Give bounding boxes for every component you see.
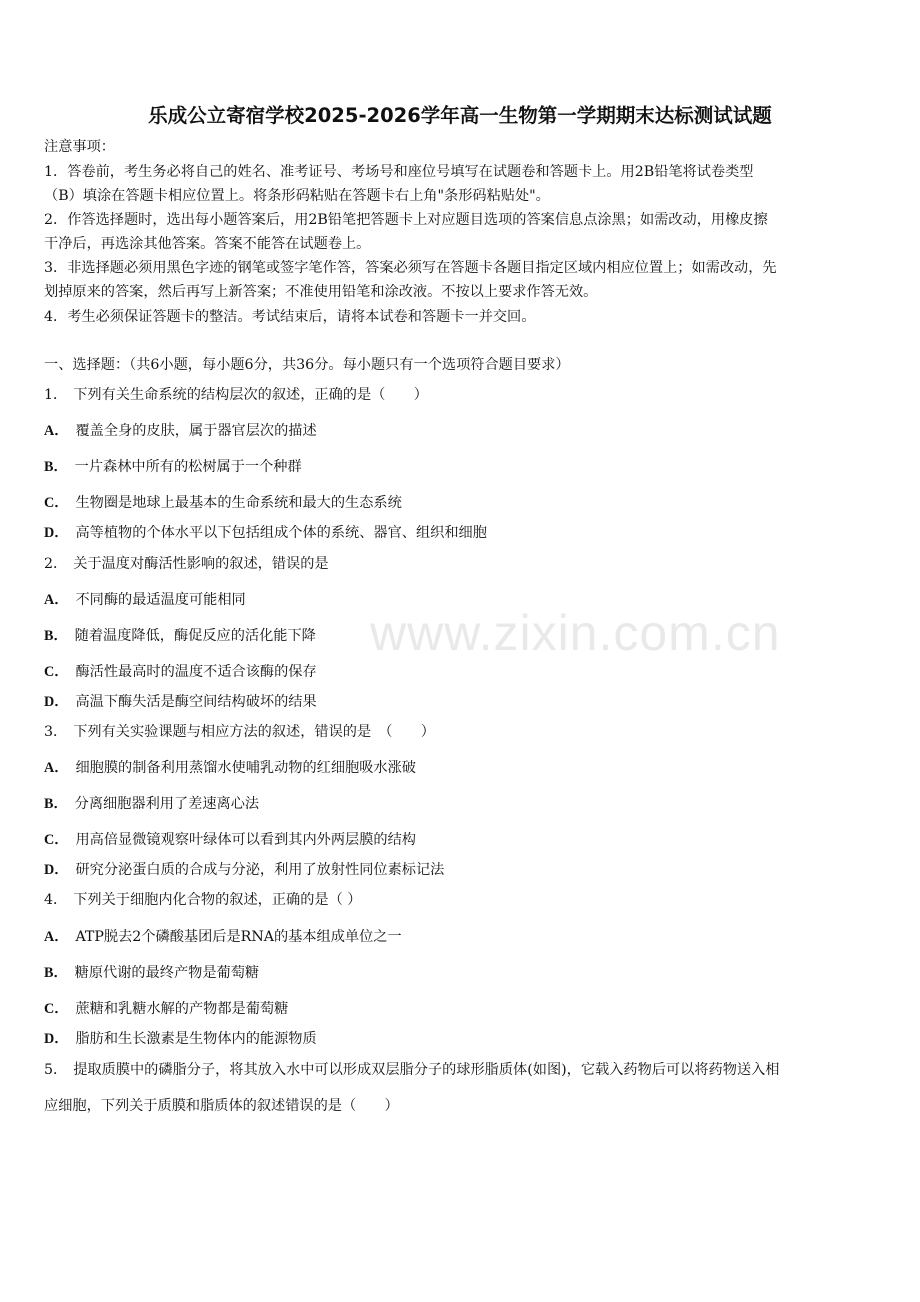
question-number: 1．	[44, 387, 68, 403]
question-stem	[44, 555, 884, 573]
option-letter: D．	[44, 862, 69, 878]
option-text: 一片森林中所有的松树属于一个种群	[74, 459, 302, 475]
option-text: 生物圈是地球上最基本的生命系统和最大的生态系统	[75, 495, 402, 511]
option-text: 不同酶的最适温度可能相同	[75, 592, 246, 608]
notice-line: 1．答卷前，考生务必将自己的姓名、准考证号、考场号和座位号填写在试题卷和答题卡上。用2B铅笔将试卷类型	[44, 164, 754, 180]
option-text: ATP脱去2个磷酸基团后是RNA的基本组成单位之一	[75, 929, 402, 945]
option-letter: A．	[44, 929, 69, 945]
option-letter: B．	[44, 796, 68, 812]
option-letter: C．	[44, 1001, 69, 1017]
question-stem	[44, 386, 884, 404]
question-number: 3．	[44, 724, 68, 740]
notice-line: （B）填涂在答题卡相应位置上。将条形码粘贴在答题卡右上角"条形码粘贴处"。	[44, 188, 550, 204]
answer-option[interactable]	[44, 1030, 884, 1048]
notice-line: 干净后，再选涂其他答案。答案不能答在试题卷上。	[44, 236, 371, 252]
option-text: 细胞膜的制备利用蒸馏水使哺乳动物的红细胞吸水涨破	[75, 760, 416, 776]
question-stem	[44, 723, 884, 741]
question-text: 下列有关实验课题与相应方法的叙述，错误的是 （ ）	[73, 724, 435, 740]
answer-option[interactable]	[44, 663, 884, 681]
option-text: 覆盖全身的皮肤，属于器官层次的描述	[75, 423, 317, 439]
option-letter: C．	[44, 832, 69, 848]
option-letter: D．	[44, 694, 69, 710]
section-heading: 一、选择题：（共6小题，每小题6分，共36分。每小题只有一个选项符合题目要求）	[44, 357, 570, 373]
notice-line: 2．作答选择题时，选出每小题答案后，用2B铅笔把答题卡上对应题目选项的答案信息点涂黑；如需改动，用橡皮擦	[44, 212, 768, 228]
option-letter: A．	[44, 423, 69, 439]
question-stem	[44, 891, 884, 909]
option-text: 蔗糖和乳糖水解的产物都是葡萄糖	[75, 1001, 289, 1017]
question-number: 2．	[44, 556, 68, 572]
option-text: 随着温度降低，酶促反应的活化能下降	[74, 628, 316, 644]
answer-option[interactable]	[44, 861, 884, 879]
question-text: 提取质膜中的磷脂分子，将其放入水中可以形成双层脂分子的球形脂质体(如图)，它载入药物后可以将药物送入相	[73, 1062, 780, 1078]
answer-option[interactable]	[44, 422, 884, 440]
option-letter: B．	[44, 965, 68, 981]
question-number: 4．	[44, 892, 68, 908]
question-text: 关于温度对酶活性影响的叙述，错误的是	[73, 556, 329, 572]
option-letter: A．	[44, 760, 69, 776]
option-text: 分离细胞器利用了差速离心法	[74, 796, 260, 812]
answer-option[interactable]	[44, 964, 884, 982]
answer-option[interactable]	[44, 524, 884, 542]
option-letter: D．	[44, 525, 69, 541]
question-number: 5．	[44, 1062, 68, 1078]
question-text: 下列有关生命系统的结构层次的叙述，正确的是（ ）	[73, 387, 428, 403]
question-text: 下列关于细胞内化合物的叙述，正确的是（ ）	[73, 892, 362, 908]
option-text: 高等植物的个体水平以下包括组成个体的系统、器官、组织和细胞	[75, 525, 487, 541]
option-letter: B．	[44, 628, 68, 644]
option-text: 用高倍显微镜观察叶绿体可以看到其内外两层膜的结构	[75, 832, 416, 848]
option-letter: A．	[44, 592, 69, 608]
option-letter: D．	[44, 1031, 69, 1047]
notice-line: 3．非选择题必须用黑色字迹的钢笔或签字笔作答，答案必须写在答题卡各题目指定区域内相应位置上；如需改动，先	[44, 260, 777, 276]
notice-heading: 注意事项：	[44, 139, 115, 155]
option-letter: C．	[44, 495, 69, 511]
answer-option[interactable]	[44, 1000, 884, 1018]
notice-line: 4．考生必须保证答题卡的整洁。考试结束后，请将本试卷和答题卡一并交回。	[44, 309, 536, 325]
answer-option[interactable]	[44, 831, 884, 849]
option-text: 酶活性最高时的温度不适合该酶的保存	[75, 664, 317, 680]
answer-option[interactable]	[44, 494, 884, 512]
question-stem	[44, 1061, 884, 1079]
option-letter: B．	[44, 459, 68, 475]
option-text: 高温下酶失活是酶空间结构破坏的结果	[75, 694, 317, 710]
option-letter: C．	[44, 664, 69, 680]
option-text: 研究分泌蛋白质的合成与分泌，利用了放射性同位素标记法	[75, 862, 445, 878]
option-text: 糖原代谢的最终产物是葡萄糖	[74, 965, 260, 981]
answer-option[interactable]	[44, 795, 884, 813]
answer-option[interactable]	[44, 759, 884, 777]
watermark: www.zixin.com.cn	[370, 605, 781, 661]
answer-option[interactable]	[44, 928, 884, 946]
option-text: 脂肪和生长激素是生物体内的能源物质	[75, 1031, 317, 1047]
notice-line: 划掉原来的答案，然后再写上新答案；不准使用铅笔和涂改液。不按以上要求作答无效。	[44, 284, 598, 300]
answer-option[interactable]	[44, 458, 884, 476]
page-title: 乐成公立寄宿学校2025-2026学年高一生物第一学期期末达标测试试题	[148, 104, 772, 127]
question-stem-continued: 应细胞，下列关于质膜和脂质体的叙述错误的是（ ）	[44, 1098, 399, 1114]
answer-option[interactable]	[44, 693, 884, 711]
